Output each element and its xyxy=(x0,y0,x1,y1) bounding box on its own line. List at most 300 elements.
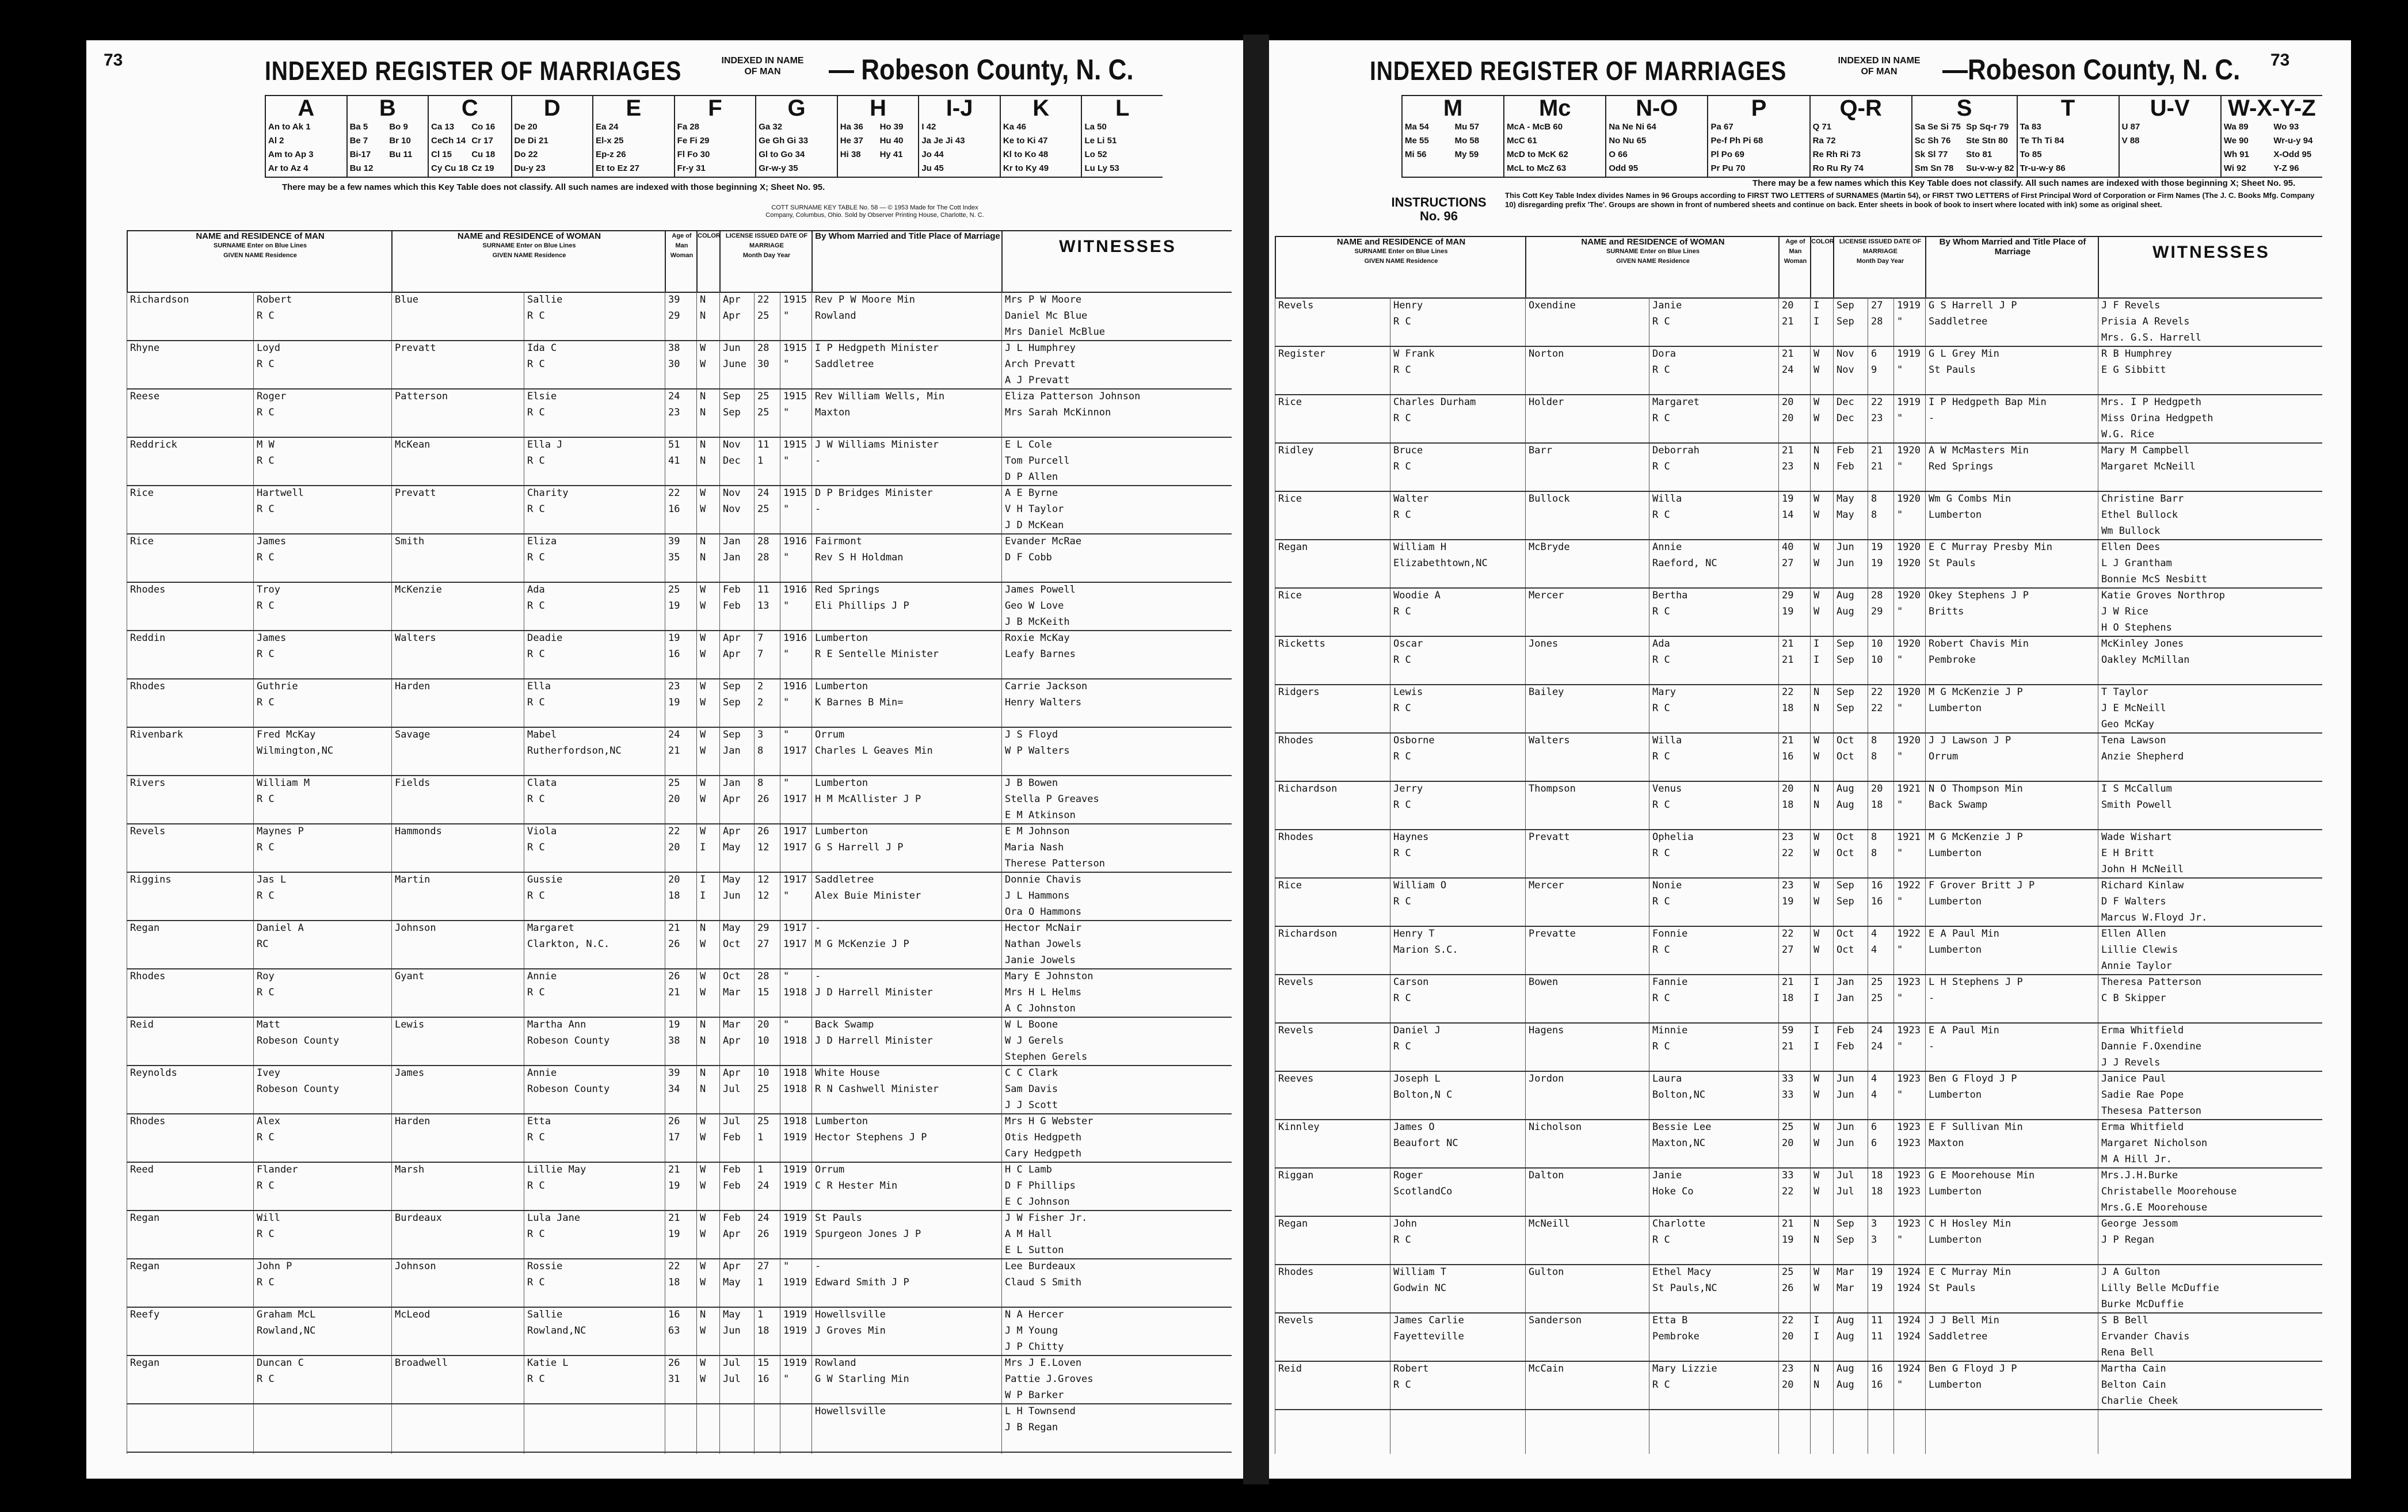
key-group-letter: W-X-Y-Z xyxy=(2228,96,2316,121)
witness-name: Thesesa Patterson xyxy=(2101,1105,2201,1117)
woman-given-name: Nonie xyxy=(1652,880,1682,891)
license-month: Jul xyxy=(1837,1170,1854,1181)
key-code: Wi 92 xyxy=(2223,163,2246,173)
man-color: W xyxy=(1813,928,1820,940)
woman-age: 21 xyxy=(668,745,680,757)
woman-color: W xyxy=(700,1132,706,1143)
man-surname: Rhodes xyxy=(1278,1266,1314,1278)
place-of-marriage: J D Harrell Minister xyxy=(815,987,933,998)
key-code: McD to McK 62 xyxy=(1507,150,1568,159)
license-year: 1915 xyxy=(783,391,807,402)
man-given-name: Roger xyxy=(257,391,287,402)
marriage-year xyxy=(780,1419,810,1435)
license-month: Jan xyxy=(723,777,741,789)
place-of-marriage: J D Harrell Minister xyxy=(815,1035,933,1047)
married-by: G S Harrell J P xyxy=(1929,300,2017,311)
register-entry xyxy=(127,1258,1232,1308)
woman-surname: Walters xyxy=(395,632,436,644)
key-group-codes xyxy=(2122,120,2218,148)
man-given-name: Lewis xyxy=(1393,686,1423,698)
man-residence-code: R C xyxy=(1393,461,1411,472)
man-surname: Rice xyxy=(130,487,154,499)
woman-residence-code: R C xyxy=(527,600,545,612)
witness-name: Belton Cain xyxy=(2101,1379,2166,1391)
man-color: N xyxy=(700,439,706,450)
license-year: 1924 xyxy=(1897,1266,1921,1278)
man-residence-code: R C xyxy=(257,793,275,805)
man-color: W xyxy=(700,1357,706,1369)
man-residence: Beaufort NC xyxy=(1393,1137,1458,1149)
man-residence-code: R C xyxy=(1393,509,1411,521)
place-of-marriage: Charles L Geaves Min xyxy=(815,745,933,757)
woman-surname: Mercer xyxy=(1529,880,1564,891)
man-given-name: Loyd xyxy=(257,342,280,354)
marriage-month: Sep xyxy=(1837,654,1854,666)
license-year: 1919 xyxy=(1897,396,1921,408)
man-surname: Rivers xyxy=(130,777,166,789)
license-month: May xyxy=(723,922,741,934)
woman-given-name: Willa xyxy=(1652,493,1682,505)
man-color: W xyxy=(700,1116,706,1127)
key-code: Ar to Az 4 xyxy=(268,163,308,173)
key-code: Wa 89 xyxy=(2223,122,2249,132)
license-day: 11 xyxy=(757,584,769,595)
man-age: 20 xyxy=(1782,300,1794,311)
man-surname: Regan xyxy=(1278,541,1308,553)
man-given-name: Guthrie xyxy=(257,681,298,692)
license-year: " xyxy=(783,1261,790,1272)
key-code: U 87 xyxy=(2121,122,2140,132)
witness-name: Mary E Johnston xyxy=(1005,971,1093,982)
key-code: We 90 xyxy=(2223,136,2249,146)
marriage-day: 30 xyxy=(757,358,769,370)
marriage-month: Sep xyxy=(1837,1234,1854,1246)
woman-given-name: Janie xyxy=(1652,300,1682,311)
register-entry xyxy=(127,630,1232,679)
key-group xyxy=(837,96,919,177)
woman-age: 19 xyxy=(1782,896,1794,907)
license-month: Apr xyxy=(723,294,741,306)
license-month: Jan xyxy=(1837,976,1854,988)
witness-name: Mary M Campbell xyxy=(2101,445,2190,456)
man-surname: Regan xyxy=(1278,1218,1308,1230)
key-table-note: There may be a few names which this Key Table does not classify. All such names are indexed with those beginning X; Sheet No. 95. xyxy=(1752,178,2296,188)
marriage-month: Aug xyxy=(1837,1331,1854,1342)
woman-color: I xyxy=(1813,1041,1820,1052)
man-given-name: Hartwell xyxy=(257,487,304,499)
license-year: 1917 xyxy=(783,922,807,934)
place-of-marriage: Lumberton xyxy=(1929,1234,1982,1246)
man-color: W xyxy=(700,729,706,740)
woman-surname: Prevatt xyxy=(1529,831,1570,843)
woman-surname: Mercer xyxy=(1529,590,1564,601)
marriage-month: Oct xyxy=(723,938,741,950)
married-by: J J Bell Min xyxy=(1929,1315,1999,1326)
register-entry xyxy=(1275,732,2322,782)
man-given-name: Henry xyxy=(1393,300,1423,311)
license-year xyxy=(780,1403,810,1419)
marriage-year: " xyxy=(1897,509,1903,521)
man-column-header xyxy=(1275,237,1526,297)
witness-name: J E McNeill xyxy=(2101,702,2166,714)
man-residence-code xyxy=(253,1419,390,1435)
man-surname: Rhodes xyxy=(130,681,166,692)
license-day: 24 xyxy=(757,1212,769,1224)
marriage-month: Dec xyxy=(1837,413,1854,424)
place-of-marriage: Lumberton xyxy=(1929,1379,1982,1391)
woman-color: W xyxy=(1813,896,1820,907)
man-residence: Wilmington,NC xyxy=(257,745,334,757)
woman-color: I xyxy=(700,842,706,853)
license-year: 1916 xyxy=(783,632,807,644)
key-group-codes xyxy=(840,120,916,162)
woman-color: W xyxy=(1813,1282,1820,1294)
witness-name: Stella P Greaves xyxy=(1005,793,1099,805)
man-given-name: Robert xyxy=(257,294,292,306)
marriage-month: Sep xyxy=(1837,702,1854,714)
register-entry xyxy=(127,1210,1232,1259)
married-by: J J Lawson J P xyxy=(1929,735,2011,746)
married-by: I P Hedgpeth Bap Min xyxy=(1929,396,2047,408)
man-surname: Reddin xyxy=(130,632,166,644)
key-code: Ka 46 xyxy=(1003,122,1026,132)
woman-residence: Hoke Co xyxy=(1652,1186,1694,1197)
license-year: " xyxy=(783,1019,790,1030)
woman-residence-code: R C xyxy=(527,987,545,998)
man-residence-code xyxy=(1390,1280,1524,1296)
license-month: Apr xyxy=(723,1261,741,1272)
license-month: Oct xyxy=(1837,831,1854,843)
man-surname: Riggins xyxy=(130,874,172,885)
key-code: Gl to Go 34 xyxy=(759,150,805,159)
woman-age: 20 xyxy=(668,842,680,853)
marriage-month: Jun xyxy=(723,1325,741,1337)
register-entry xyxy=(1275,684,2322,734)
marriage-year: 1917 xyxy=(783,745,807,757)
woman-residence-code: R C xyxy=(527,1180,545,1192)
woman-residence-code: R C xyxy=(1652,992,1670,1004)
woman-surname: Broadwell xyxy=(395,1357,448,1369)
witness-name: Burke McDuffie xyxy=(2101,1299,2184,1310)
man-color: W xyxy=(1813,1266,1820,1278)
header-label: WITNESSES xyxy=(2152,243,2270,262)
marriage-month: Jun xyxy=(1837,558,1854,569)
woman-color: W xyxy=(1813,558,1820,569)
man-residence: Robeson County xyxy=(257,1035,340,1047)
witness-name: D P Allen xyxy=(1005,471,1058,483)
woman-residence-code xyxy=(1649,1328,1777,1345)
witness-name: C C Clark xyxy=(1005,1067,1058,1079)
license-year: 1923 xyxy=(1897,1025,1921,1036)
woman-surname: McBryde xyxy=(1529,541,1570,553)
place-of-marriage: R E Sentelle Minister xyxy=(815,648,939,660)
license-year: 1919 xyxy=(783,1164,807,1175)
man-residence: Elizabethtown,NC xyxy=(1393,558,1488,569)
key-group xyxy=(1503,96,1605,177)
license-day: 25 xyxy=(757,391,769,402)
man-age: 22 xyxy=(1782,928,1794,940)
key-group-codes xyxy=(759,120,835,175)
license-day: 11 xyxy=(757,439,769,450)
woman-surname: Lewis xyxy=(395,1019,425,1030)
man-age: 21 xyxy=(668,1212,680,1224)
woman-age: 19 xyxy=(1782,606,1794,617)
witness-name: A C Johnston xyxy=(1005,1003,1076,1014)
key-code: Tr-u-w-y 86 xyxy=(2020,163,2066,173)
man-residence-code: R C xyxy=(257,600,275,612)
key-code: Bi-17 xyxy=(349,150,371,159)
place-of-marriage: Saddletree xyxy=(1929,316,1988,327)
woman-surname xyxy=(391,1403,523,1419)
woman-age: 16 xyxy=(668,648,680,660)
witness-name: E C Johnson xyxy=(1005,1196,1070,1208)
married-by: M G McKenzie J P xyxy=(1929,831,2023,843)
man-given-name: Charles Durham xyxy=(1393,396,1476,408)
man-surname: Reeves xyxy=(1278,1073,1314,1085)
woman-age: 18 xyxy=(668,890,680,902)
register-entry xyxy=(127,437,1232,486)
place-of-marriage: Lumberton xyxy=(1929,509,1982,521)
witness-name: Lee Burdeaux xyxy=(1005,1261,1076,1272)
register-entry xyxy=(1275,829,2322,879)
man-residence-code xyxy=(253,1323,390,1339)
married-by: C H Hosley Min xyxy=(1929,1218,2011,1230)
woman-age: 20 xyxy=(668,793,680,805)
license-year: " xyxy=(783,971,790,982)
license-year: 1920 xyxy=(1897,541,1921,553)
header-label: WITNESSES xyxy=(1059,237,1176,256)
woman-surname: Smith xyxy=(395,536,425,547)
key-code: I 42 xyxy=(921,122,936,132)
woman-color: W xyxy=(700,503,706,515)
married-by: Howellsville xyxy=(815,1406,886,1417)
witness-name: C B Skipper xyxy=(2101,992,2166,1004)
marriage-day: 25 xyxy=(757,310,769,322)
indexed-in-label: INDEXED IN NAME OF MAN xyxy=(721,56,804,77)
witness-name: J S Floyd xyxy=(1005,729,1058,740)
marriage-year: " xyxy=(1897,799,1903,811)
register-entry xyxy=(127,485,1232,534)
marriage-year: " xyxy=(1897,413,1903,424)
register-column-header xyxy=(1275,236,2322,299)
key-group-letter: P xyxy=(1751,96,1767,121)
license-year: 1924 xyxy=(1897,1315,1921,1326)
man-color: W xyxy=(1813,735,1820,746)
man-residence: Robeson County xyxy=(257,1083,340,1095)
register-entry xyxy=(127,678,1232,728)
woman-color: N xyxy=(1813,461,1820,472)
man-color: W xyxy=(700,777,706,789)
witness-name: Christabelle Moorehouse xyxy=(2101,1186,2237,1197)
man-surname: Revels xyxy=(1278,1315,1314,1326)
woman-color: I xyxy=(1813,654,1820,666)
woman-color: N xyxy=(1813,1379,1820,1391)
woman-residence-code xyxy=(524,1033,664,1049)
key-group-letter: L xyxy=(1115,96,1130,121)
woman-residence: Maxton,NC xyxy=(1652,1137,1706,1149)
county-title: —Robeson County, N. C. xyxy=(1942,54,2241,86)
woman-age: 35 xyxy=(668,552,680,563)
key-group-letter: U-V xyxy=(2150,96,2190,121)
woman-age: 21 xyxy=(1782,654,1794,666)
woman-color: W xyxy=(1813,751,1820,762)
key-code: Ro Ru Ry 74 xyxy=(1812,163,1864,173)
witness-name: Donnie Chavis xyxy=(1005,874,1082,885)
place-of-marriage: - xyxy=(1929,992,1935,1004)
license-day: 20 xyxy=(757,1019,769,1030)
key-code: Be 7 xyxy=(349,136,368,146)
register-entry xyxy=(127,823,1232,873)
witness-name: Theresa Patterson xyxy=(2101,976,2201,988)
man-age: 33 xyxy=(1782,1170,1794,1181)
license-day: 16 xyxy=(1871,1363,1883,1374)
witness-name: Janie Jowels xyxy=(1005,954,1076,966)
witness-name: Leafy Barnes xyxy=(1005,648,1076,660)
age-column-header xyxy=(665,231,698,292)
woman-color: W xyxy=(700,987,706,998)
woman-residence-code: R C xyxy=(527,1228,545,1240)
woman-color: W xyxy=(1813,944,1820,956)
woman-given-name: Ella xyxy=(527,681,551,692)
license-year: 1919 xyxy=(1897,348,1921,360)
place-of-marriage: Alex Buie Minister xyxy=(815,890,921,902)
man-given-name: Roger xyxy=(1393,1170,1423,1181)
married-by: E A Paul Min xyxy=(1929,928,1999,940)
marriage-day: 26 xyxy=(757,793,769,805)
married-by: Rowland xyxy=(815,1357,856,1369)
man-given-name: William T xyxy=(1393,1266,1447,1278)
key-group-letter: T xyxy=(2060,96,2075,121)
man-age: 21 xyxy=(668,1164,680,1175)
license-month: Feb xyxy=(723,1164,741,1175)
place-of-marriage: - xyxy=(1929,1041,1935,1052)
marriage-day: 18 xyxy=(757,1325,769,1337)
woman-age: 63 xyxy=(668,1325,680,1337)
key-code: McL to McZ 63 xyxy=(1507,163,1567,173)
key-code: McA - McB 60 xyxy=(1507,122,1563,132)
witnesses-column-header xyxy=(2098,237,2323,297)
woman-given-name: Eliza xyxy=(527,536,557,547)
woman-surname: Bailey xyxy=(1529,686,1564,698)
witness-name: Daniel Mc Blue xyxy=(1005,310,1088,322)
man-given-name: Daniel A xyxy=(257,922,304,934)
license-month: Nov xyxy=(723,487,741,499)
marriage-month: Sep xyxy=(1837,896,1854,907)
man-surname: Richardson xyxy=(1278,928,1338,940)
header-label: NAME and RESIDENCE of WOMAN xyxy=(1581,237,1725,247)
man-color: W xyxy=(700,1261,706,1272)
marriage-day: 3 xyxy=(1871,1234,1877,1246)
witness-name: W J Gerels xyxy=(1005,1035,1064,1047)
witness-name: Lilly Belle McDuffie xyxy=(2101,1282,2219,1294)
license-day: 28 xyxy=(757,971,769,982)
place-of-marriage: Lumberton xyxy=(1929,896,1982,907)
witness-name: Therese Patterson xyxy=(1005,858,1105,869)
woman-residence-code xyxy=(524,1419,664,1435)
witness-name: Smith Powell xyxy=(2101,799,2172,811)
woman-given-name: Martha Ann xyxy=(527,1019,586,1030)
woman-age: 41 xyxy=(668,455,680,467)
woman-age: 30 xyxy=(668,358,680,370)
man-given-name: Duncan C xyxy=(257,1357,304,1369)
key-code: Bu 11 xyxy=(389,150,413,159)
woman-surname: Bullock xyxy=(1529,493,1570,505)
man-residence-code: R C xyxy=(1393,799,1411,811)
marriage-month: Apr xyxy=(723,1228,741,1240)
woman-age: 20 xyxy=(1782,413,1794,424)
key-code: Wo 93 xyxy=(2273,122,2299,132)
license-year: 1923 xyxy=(1897,1218,1921,1230)
woman-given-name: Dora xyxy=(1652,348,1676,360)
witness-name: James Powell xyxy=(1005,584,1076,595)
man-residence-code: R C xyxy=(1393,413,1411,424)
woman-surname: James xyxy=(395,1067,425,1079)
woman-residence-code: R C xyxy=(1652,1041,1670,1052)
witness-name: J M Young xyxy=(1005,1325,1058,1337)
married-by: Orrum xyxy=(815,1164,845,1175)
witness-name: Hector McNair xyxy=(1005,922,1082,934)
man-surname: Reynolds xyxy=(130,1067,177,1079)
key-group-codes xyxy=(350,120,426,175)
man-age: 21 xyxy=(1782,1218,1794,1230)
key-group xyxy=(592,96,674,177)
man-residence-code xyxy=(1390,942,1524,958)
marriage-day: 12 xyxy=(757,890,769,902)
key-group xyxy=(1605,96,1707,177)
man-age: 29 xyxy=(1782,590,1794,601)
register-entry xyxy=(1275,297,2322,347)
man-given-name: Maynes P xyxy=(257,826,304,837)
key-code: Su-v-w-y 82 xyxy=(1966,163,2014,173)
place-of-marriage: Spurgeon Jones J P xyxy=(815,1228,921,1240)
woman-age: 26 xyxy=(1782,1282,1794,1294)
register-entry xyxy=(127,533,1232,583)
key-group xyxy=(2220,96,2322,177)
license-day: 22 xyxy=(757,294,769,306)
witness-name: A M Hall xyxy=(1005,1228,1052,1240)
marriage-year: " xyxy=(783,310,790,322)
key-code: Ju 45 xyxy=(921,163,944,173)
married-by: - xyxy=(815,1261,821,1272)
woman-color: W xyxy=(700,697,706,708)
man-residence-code: R C xyxy=(257,1277,275,1288)
witness-name: Mrs P W Moore xyxy=(1005,294,1082,306)
man-given-name: Ivey xyxy=(257,1067,280,1079)
woman-residence-code xyxy=(1649,1183,1777,1200)
witness-name: W P Barker xyxy=(1005,1389,1064,1401)
man-surname: Rhodes xyxy=(1278,831,1314,843)
marriage-month: Jun xyxy=(1837,1137,1854,1149)
register-entry xyxy=(1275,1071,2322,1120)
header-label: SURNAME Enter on Blue Lines xyxy=(1606,248,1700,255)
marriage-year: 1924 xyxy=(1897,1282,1921,1294)
place-of-marriage: G W Starling Min xyxy=(815,1373,909,1385)
license-year: 1919 xyxy=(783,1309,807,1320)
man-age: 21 xyxy=(1782,735,1794,746)
marriage-day: 1 xyxy=(757,455,764,467)
witness-name: J W Fisher Jr. xyxy=(1005,1212,1088,1224)
woman-residence-code: R C xyxy=(527,503,545,515)
marriage-day: 8 xyxy=(1871,509,1877,521)
man-color: N xyxy=(700,1019,706,1030)
marriage-year: " xyxy=(1897,992,1903,1004)
key-code: No Nu 65 xyxy=(1609,136,1647,146)
man-color: W xyxy=(700,826,706,837)
license-month: Sep xyxy=(1837,300,1854,311)
man-surname: Rhodes xyxy=(130,1116,166,1127)
key-group-codes xyxy=(1609,120,1705,175)
woman-surname: Prevatt xyxy=(395,342,436,354)
